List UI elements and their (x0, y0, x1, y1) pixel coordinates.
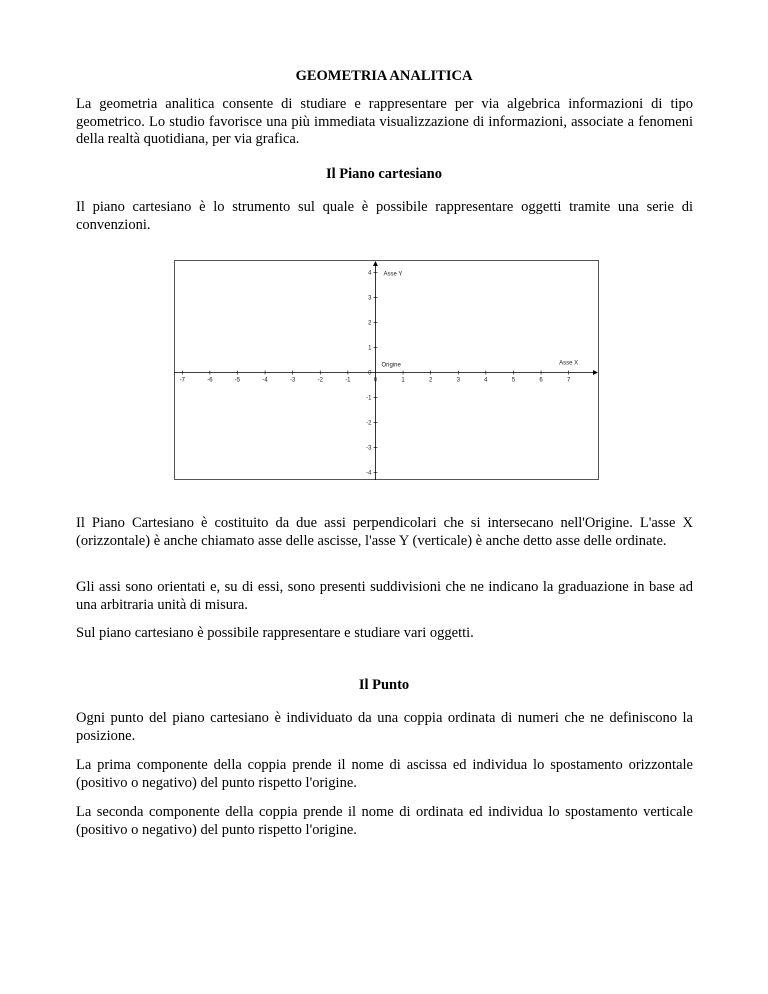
x-tick-label: -1 (345, 377, 351, 384)
y-tick-label: -4 (366, 470, 372, 477)
intro-paragraph: La geometria analitica consente di studiare e rappresentare per via algebrica informazioni di tipo geometrico. Lo studio favorisce una più immediata visualizzazione di informazioni, associate a fenomeni della realtà quotidiana, per via grafica. (76, 96, 693, 147)
section-heading-piano-cartesiano: Il Piano cartesiano (326, 166, 442, 182)
paragraph-coppia-ordinata: Ogni punto del piano cartesiano è individuato da una coppia ordinata di numeri che ne definiscono la posizione. (76, 710, 693, 744)
y-tick-label: 2 (368, 320, 372, 327)
x-tick-label: 0 (373, 377, 378, 384)
cartesian-plane-figure (174, 260, 599, 480)
section-heading-punto: Il Punto (358, 677, 410, 693)
figure-frame (175, 261, 599, 480)
paragraph-ordinata: La seconda componente della coppia prende il nome di ordinata ed individua lo spostamento verticale (positivo o negativo) del punto rispetto l'origine. (76, 804, 693, 838)
x-tick-label: 4 (484, 377, 488, 384)
y-tick-label: -1 (366, 395, 372, 402)
document-title: GEOMETRIA ANALITICA (295, 68, 473, 84)
x-tick-label: -7 (179, 377, 185, 384)
x-tick-label: 2 (428, 377, 433, 384)
cartesian-plane-svg (174, 260, 599, 480)
paragraph-graduazione: Gli assi sono orientati e, su di essi, sono presenti suddivisioni che ne indicano la graduazione in base ad una arbitraria unità di misura. (76, 579, 693, 613)
x-tick-label: -2 (317, 377, 323, 384)
y-tick-label: 3 (368, 295, 372, 302)
paragraph-ascissa: La prima componente della coppia prende il nome di ascissa ed individua lo spostamento orizzontale (positivo o negativo) del punto rispetto l'origine. (76, 757, 693, 791)
x-tick-label: -4 (262, 377, 268, 384)
x-tick-label: 6 (539, 377, 543, 384)
origin-label: Origine (381, 362, 401, 369)
y-tick-label: -3 (366, 445, 372, 452)
paragraph-oggetti: Sul piano cartesiano è possibile rappresentare e studiare vari oggetti. (76, 625, 474, 641)
x-tick-label: -5 (234, 377, 241, 384)
x-tick-label: -3 (289, 377, 296, 384)
y-tick-label: 0 (368, 370, 372, 377)
paragraph-assi: Il Piano Cartesiano è costituito da due assi perpendicolari che si intersecano nell'Origine. L'asse X (orizzontale) è anche chiamato asse delle ascisse, l'asse Y (verticale) è anche detto asse delle ordinate. (76, 515, 693, 549)
x-axis-label: Asse X (559, 360, 579, 367)
x-tick-label: 3 (456, 377, 460, 384)
x-tick-label: -6 (207, 377, 213, 384)
y-tick-label: 4 (368, 270, 372, 277)
x-tick-label: 7 (566, 377, 571, 384)
y-axis-label: Asse Y (383, 271, 403, 278)
x-tick-label: 5 (511, 377, 516, 384)
y-tick-label: -2 (366, 420, 372, 427)
paragraph-piano-definition: Il piano cartesiano è lo strumento sul quale è possibile rappresentare oggetti tramite una serie di convenzioni. (76, 199, 693, 233)
y-tick-label: 1 (368, 345, 372, 352)
x-tick-label: 1 (401, 377, 405, 384)
